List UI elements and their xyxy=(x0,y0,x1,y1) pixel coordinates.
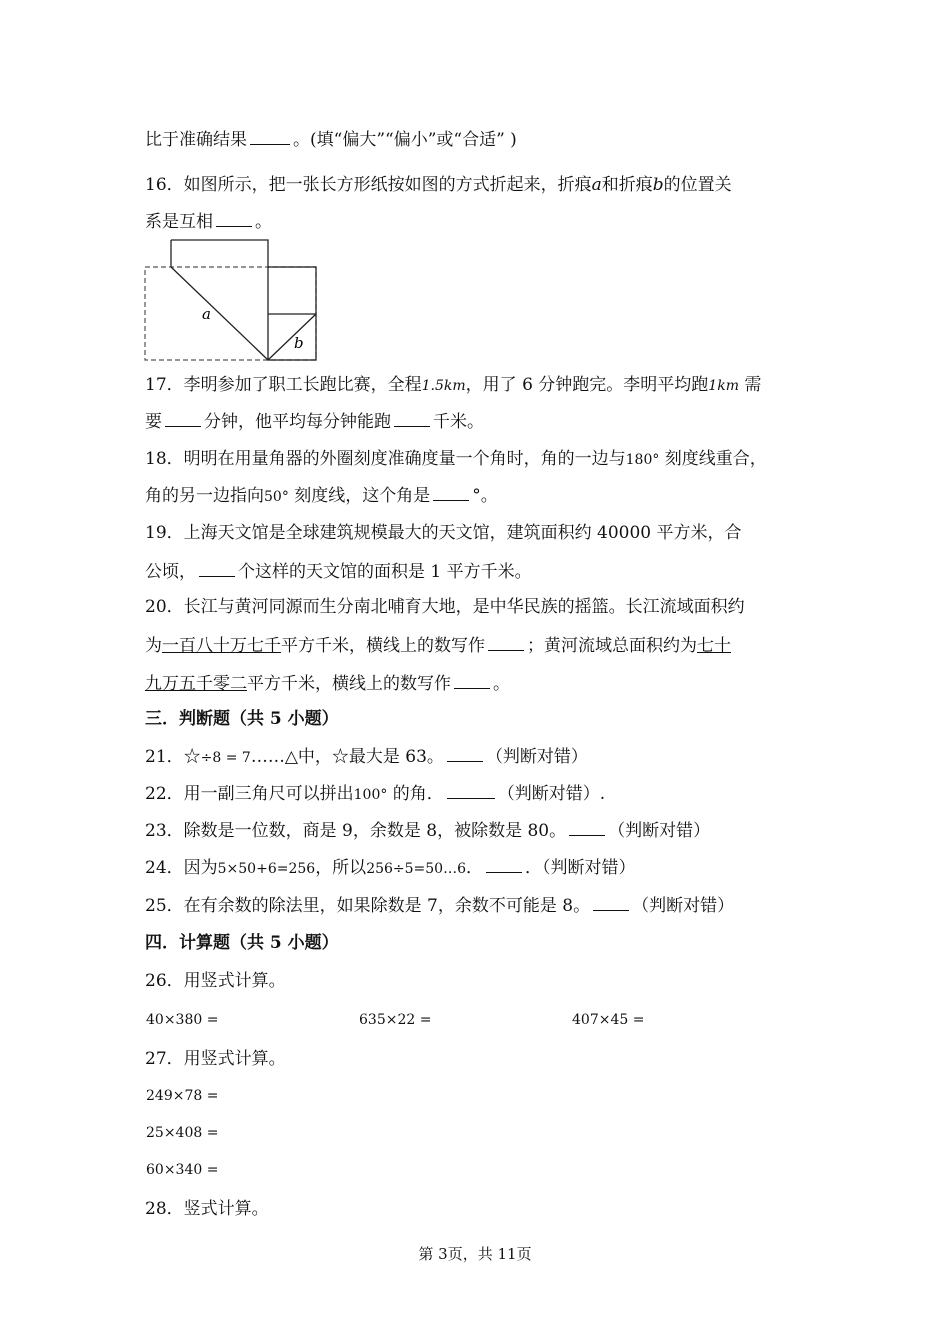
text: 17．李明参加了职工长跑比赛，全程 xyxy=(145,375,422,395)
text: ；黄河流域总面积约为 xyxy=(527,636,697,656)
question-19-line2 xyxy=(145,560,532,583)
question-21 xyxy=(145,745,588,769)
text: 的位置关 xyxy=(663,175,732,195)
text: 。 xyxy=(493,674,510,694)
calc-27-1: 249×78 = xyxy=(146,1088,219,1104)
var-b: b xyxy=(652,175,664,195)
underlined-number-words: 七十 xyxy=(697,636,731,656)
answer-blank xyxy=(486,856,522,873)
label-b: b xyxy=(294,334,304,352)
label-a: a xyxy=(202,305,211,323)
calc-27-3: 60×340 = xyxy=(146,1162,219,1178)
answer-blank xyxy=(433,484,469,501)
expression: 256÷5=50…6 xyxy=(366,861,466,877)
text: 。 xyxy=(255,212,272,232)
text: 三．判断题（共 5 小题） xyxy=(145,709,339,729)
text: 20．长江与黄河同源而生分南北哺育大地，是中华民族的摇篮。长江流域面积约 xyxy=(145,597,745,617)
text: 的角． xyxy=(392,784,444,804)
text: 27．用竖式计算。 xyxy=(145,1049,286,1069)
question-27 xyxy=(145,1048,286,1070)
answer-blank xyxy=(447,782,495,799)
text: 。 xyxy=(480,486,498,506)
question-25 xyxy=(145,894,734,917)
text: 系是互相 xyxy=(145,212,213,232)
answer-blank xyxy=(250,128,290,145)
answer-blank xyxy=(394,410,430,427)
question-20-line2 xyxy=(145,634,731,657)
text: 分钟，他平均每分钟能跑 xyxy=(204,412,391,432)
question-17-line1 xyxy=(145,374,761,397)
text: （判断对错） xyxy=(632,896,735,916)
answer-blank xyxy=(488,634,524,651)
text: 平方千米，横线上的数写作 xyxy=(247,674,451,694)
underlined-number-words: 一百八十万七千 xyxy=(162,636,281,656)
text: ． xyxy=(466,858,483,878)
text: 18．明明在用量角器的外圈刻度准确度量一个角时，角的一边与 xyxy=(145,449,626,469)
question-19-line1 xyxy=(145,522,742,544)
crease-a xyxy=(171,267,268,360)
text: 28．竖式计算。 xyxy=(145,1199,269,1219)
question-17-line2 xyxy=(145,410,484,433)
text: 和折痕 xyxy=(601,175,653,195)
text: 角的另一边指向 xyxy=(145,486,264,506)
expression: 5×50+6=256 xyxy=(217,861,316,877)
text: ，所以 xyxy=(315,858,367,878)
question-24 xyxy=(145,856,636,880)
degree-sign: ° xyxy=(472,486,481,506)
text: 四．计算题（共 5 小题） xyxy=(145,933,339,953)
question-20-line3 xyxy=(145,672,510,695)
text: ．（判断对错） xyxy=(525,858,636,878)
text: 21．☆ xyxy=(145,747,201,767)
text: （判断对错） xyxy=(485,747,588,767)
text: 26．用竖式计算。 xyxy=(145,971,286,991)
text: （判断对错） xyxy=(608,821,711,841)
answer-blank xyxy=(569,819,605,836)
text: 16．如图所示，把一张长方形纸按如图的方式折起来，折痕 xyxy=(145,175,592,195)
question-22 xyxy=(145,782,605,806)
question-23 xyxy=(145,819,710,842)
distance-total: 1.5km xyxy=(421,378,466,394)
fold-top-flap xyxy=(171,240,268,267)
text: 22．用一副三角尺可以拼出 xyxy=(145,784,354,804)
text: 千米。 xyxy=(433,412,484,432)
underlined-number-words: 九万五千零二 xyxy=(145,674,247,694)
text: ……△中，☆最大是 63。 xyxy=(250,747,444,767)
distance-one: 1km xyxy=(708,378,739,394)
angle-180: 180° xyxy=(625,452,660,468)
question-18-line2 xyxy=(145,484,498,508)
folded-paper-figure xyxy=(140,238,325,366)
answer-blank xyxy=(216,210,252,227)
answer-blank xyxy=(447,745,483,762)
line-q15-end xyxy=(145,128,517,151)
text: 比于准确结果 xyxy=(145,130,247,150)
question-20-line1 xyxy=(145,596,745,618)
question-26 xyxy=(145,970,286,992)
text: 。(填“偏大”“偏小”或“合适” ) xyxy=(293,130,517,150)
text: 24．因为 xyxy=(145,858,218,878)
text: 25．在有余数的除法里，如果除数是 7，余数不可能是 8。 xyxy=(145,896,591,916)
calc-26-3: 407×45 = xyxy=(572,1012,645,1028)
question-16-line2 xyxy=(145,210,272,233)
text: 需 xyxy=(744,375,762,395)
answer-blank xyxy=(199,560,235,577)
crease-b xyxy=(268,314,316,360)
section-3-heading xyxy=(145,708,339,730)
text: 要 xyxy=(145,412,162,432)
expression: ÷8 = 7 xyxy=(200,750,251,766)
var-a: a xyxy=(591,175,602,195)
text: 刻度线，这个角是 xyxy=(294,486,431,506)
page-footer: 第 3页，共 11页 xyxy=(418,1245,532,1263)
angle-100: 100° xyxy=(353,787,388,803)
angle-50: 50° xyxy=(264,489,289,505)
answer-blank xyxy=(593,894,629,911)
answer-blank xyxy=(165,410,201,427)
text: ，用了 6 分钟跑完。李明平均跑 xyxy=(465,375,709,395)
question-28 xyxy=(145,1198,269,1220)
text: 23．除数是一位数，商是 9，余数是 8，被除数是 80。 xyxy=(145,821,567,841)
text: 刻度线重合， xyxy=(664,449,767,469)
calc-27-2: 25×408 = xyxy=(146,1125,219,1141)
section-4-heading xyxy=(145,932,339,954)
question-16-line1 xyxy=(145,174,732,196)
text: 平方千米，横线上的数写作 xyxy=(281,636,485,656)
text: 19．上海天文馆是全球建筑规模最大的天文馆，建筑面积约 40000 平方米，合 xyxy=(145,523,742,543)
text: （判断对错）. xyxy=(497,784,606,804)
answer-blank xyxy=(454,672,490,689)
text: 个这样的天文馆的面积是 1 平方千米。 xyxy=(238,562,532,582)
calc-26-1: 40×380 = xyxy=(146,1012,219,1028)
calc-26-2: 635×22 = xyxy=(359,1012,432,1028)
text: 为 xyxy=(145,636,162,656)
question-18-line1 xyxy=(145,448,767,471)
text: 公顷， xyxy=(145,562,196,582)
